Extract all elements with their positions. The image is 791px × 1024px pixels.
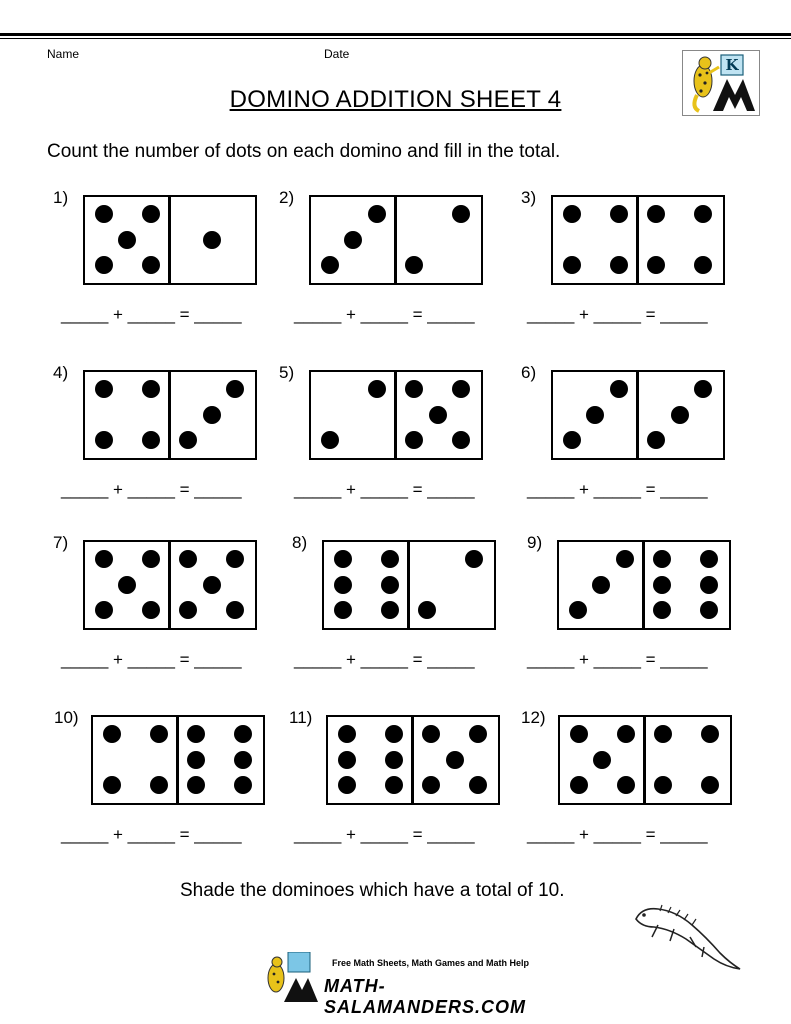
domino-pip bbox=[593, 751, 611, 769]
answer-blanks[interactable]: _____ + _____ = _____ bbox=[294, 825, 475, 844]
domino-number-label: 8) bbox=[292, 533, 308, 552]
domino-pip bbox=[95, 256, 113, 274]
domino-pip bbox=[203, 406, 221, 424]
domino[interactable] bbox=[322, 540, 496, 630]
answer-blanks[interactable]: _____ + _____ = _____ bbox=[527, 650, 708, 669]
domino-number-label: 2) bbox=[279, 188, 295, 207]
domino[interactable] bbox=[309, 195, 483, 285]
domino-number-label: 4) bbox=[53, 363, 69, 382]
top-rule bbox=[0, 33, 791, 36]
answer-blanks[interactable]: _____ + _____ = _____ bbox=[61, 650, 242, 669]
domino-pip bbox=[95, 601, 113, 619]
domino-number-label: 3) bbox=[521, 188, 537, 207]
domino-pip bbox=[446, 751, 464, 769]
domino-pip bbox=[142, 601, 160, 619]
domino-pip bbox=[610, 256, 628, 274]
domino-pip bbox=[234, 725, 252, 743]
domino-pip bbox=[694, 380, 712, 398]
domino[interactable] bbox=[558, 715, 732, 805]
domino-pip bbox=[226, 601, 244, 619]
domino-pip bbox=[405, 431, 423, 449]
name-label: Name bbox=[47, 47, 80, 61]
domino-pip bbox=[142, 380, 160, 398]
domino-pip bbox=[654, 776, 672, 794]
domino[interactable] bbox=[91, 715, 265, 805]
footer-brand[interactable]: MATH-SALAMANDERS.COM bbox=[324, 976, 526, 1017]
domino-pip bbox=[701, 776, 719, 794]
domino-pip bbox=[334, 550, 352, 568]
domino-pip bbox=[187, 725, 205, 743]
domino-pip bbox=[338, 776, 356, 794]
domino-pip bbox=[203, 576, 221, 594]
domino-pip bbox=[569, 601, 587, 619]
domino-pip bbox=[563, 256, 581, 274]
domino-number-label: 7) bbox=[53, 533, 69, 552]
logo-letter: K bbox=[725, 56, 739, 74]
domino-pip bbox=[452, 380, 470, 398]
domino-pip bbox=[452, 205, 470, 223]
domino-pip bbox=[610, 205, 628, 223]
domino-pip bbox=[338, 751, 356, 769]
answer-blanks[interactable]: _____ + _____ = _____ bbox=[61, 480, 242, 499]
domino-pip bbox=[226, 550, 244, 568]
domino-pip bbox=[234, 776, 252, 794]
domino-pip bbox=[334, 576, 352, 594]
domino-pip bbox=[563, 431, 581, 449]
domino-pip bbox=[700, 550, 718, 568]
domino-pip bbox=[700, 576, 718, 594]
domino-pip bbox=[142, 256, 160, 274]
domino-pip bbox=[647, 205, 665, 223]
domino-pip bbox=[653, 601, 671, 619]
domino-pip bbox=[418, 601, 436, 619]
domino-divider bbox=[168, 542, 171, 628]
domino-number-label: 5) bbox=[279, 363, 295, 382]
domino-divider bbox=[394, 372, 397, 458]
domino-divider bbox=[643, 717, 646, 803]
domino-pip bbox=[179, 601, 197, 619]
domino-pip bbox=[694, 256, 712, 274]
domino-pip bbox=[368, 380, 386, 398]
salamander-logo-icon bbox=[683, 51, 759, 115]
footer-tagline: Free Math Sheets, Math Games and Math Help bbox=[332, 958, 530, 968]
domino-divider bbox=[636, 197, 639, 283]
domino-pip bbox=[321, 431, 339, 449]
domino-pip bbox=[226, 380, 244, 398]
domino-pip bbox=[452, 431, 470, 449]
domino-number-label: 12) bbox=[521, 708, 546, 727]
domino-pip bbox=[570, 725, 588, 743]
domino-pip bbox=[563, 205, 581, 223]
domino-pip bbox=[95, 205, 113, 223]
domino-pip bbox=[405, 380, 423, 398]
domino-pip bbox=[203, 231, 221, 249]
domino[interactable] bbox=[557, 540, 731, 630]
domino-pip bbox=[150, 725, 168, 743]
domino-pip bbox=[422, 725, 440, 743]
salamander-drawing-icon bbox=[628, 895, 744, 977]
domino-pip bbox=[150, 776, 168, 794]
domino-pip bbox=[701, 725, 719, 743]
domino-pip bbox=[469, 725, 487, 743]
domino-divider bbox=[168, 197, 171, 283]
answer-blanks[interactable]: _____ + _____ = _____ bbox=[294, 305, 475, 324]
domino-number-label: 1) bbox=[53, 188, 69, 207]
domino-pip bbox=[381, 550, 399, 568]
top-rule-thin bbox=[0, 38, 791, 39]
domino-number-label: 11) bbox=[289, 708, 313, 727]
domino-pip bbox=[429, 406, 447, 424]
domino-pip bbox=[465, 550, 483, 568]
domino-pip bbox=[187, 751, 205, 769]
domino-number-label: 10) bbox=[54, 708, 79, 727]
domino-pip bbox=[118, 576, 136, 594]
shade-instruction: Shade the dominoes which have a total of 10. bbox=[180, 880, 565, 901]
domino-pip bbox=[187, 776, 205, 794]
domino[interactable] bbox=[551, 370, 725, 460]
domino-pip bbox=[586, 406, 604, 424]
domino-pip bbox=[95, 380, 113, 398]
domino[interactable] bbox=[83, 370, 257, 460]
footer-salamander-icon bbox=[262, 952, 318, 1004]
domino-pip bbox=[653, 550, 671, 568]
domino-pip bbox=[385, 725, 403, 743]
domino-pip bbox=[422, 776, 440, 794]
domino[interactable] bbox=[309, 370, 483, 460]
domino-divider bbox=[642, 542, 645, 628]
domino-pip bbox=[616, 550, 634, 568]
domino-pip bbox=[570, 776, 588, 794]
domino-divider bbox=[411, 717, 414, 803]
salamander-logo bbox=[682, 50, 760, 116]
domino-pip bbox=[368, 205, 386, 223]
domino-pip bbox=[653, 576, 671, 594]
domino-pip bbox=[647, 256, 665, 274]
domino-pip bbox=[179, 431, 197, 449]
domino-pip bbox=[700, 601, 718, 619]
domino-pip bbox=[344, 231, 362, 249]
date-label: Date bbox=[324, 47, 350, 61]
domino-pip bbox=[118, 231, 136, 249]
domino-pip bbox=[321, 256, 339, 274]
domino[interactable] bbox=[551, 195, 725, 285]
domino-pip bbox=[610, 380, 628, 398]
domino-pip bbox=[234, 751, 252, 769]
domino-pip bbox=[647, 431, 665, 449]
domino[interactable] bbox=[83, 195, 257, 285]
answer-blanks[interactable]: _____ + _____ = _____ bbox=[527, 825, 708, 844]
domino-pip bbox=[469, 776, 487, 794]
instruction-text: Count the number of dots on each domino and fill in the total. bbox=[47, 141, 561, 162]
domino-pip bbox=[95, 431, 113, 449]
domino-divider bbox=[407, 542, 410, 628]
answer-blanks[interactable]: _____ + _____ = _____ bbox=[294, 480, 475, 499]
domino-pip bbox=[142, 550, 160, 568]
domino-pip bbox=[142, 205, 160, 223]
domino-pip bbox=[103, 725, 121, 743]
domino-number-label: 6) bbox=[521, 363, 537, 382]
domino-pip bbox=[617, 776, 635, 794]
domino-divider bbox=[394, 197, 397, 283]
domino-pip bbox=[671, 406, 689, 424]
page-title: DOMINO ADDITION SHEET 4 bbox=[229, 86, 562, 113]
domino[interactable] bbox=[83, 540, 257, 630]
domino-pip bbox=[385, 751, 403, 769]
domino-pip bbox=[617, 725, 635, 743]
domino-pip bbox=[142, 431, 160, 449]
domino-pip bbox=[338, 725, 356, 743]
domino-pip bbox=[385, 776, 403, 794]
domino-divider bbox=[168, 372, 171, 458]
domino[interactable] bbox=[326, 715, 500, 805]
domino-pip bbox=[405, 256, 423, 274]
domino-pip bbox=[654, 725, 672, 743]
domino-pip bbox=[334, 601, 352, 619]
domino-pip bbox=[179, 550, 197, 568]
answer-blanks[interactable]: _____ + _____ = _____ bbox=[527, 305, 708, 324]
answer-blanks[interactable]: _____ + _____ = _____ bbox=[61, 305, 242, 324]
domino-pip bbox=[381, 601, 399, 619]
domino-pip bbox=[95, 550, 113, 568]
answer-blanks[interactable]: _____ + _____ = _____ bbox=[61, 825, 242, 844]
footer-logo bbox=[262, 952, 562, 1017]
answer-blanks[interactable]: _____ + _____ = _____ bbox=[527, 480, 708, 499]
answer-blanks[interactable]: _____ + _____ = _____ bbox=[294, 650, 475, 669]
domino-pip bbox=[592, 576, 610, 594]
domino-pip bbox=[694, 205, 712, 223]
domino-divider bbox=[176, 717, 179, 803]
domino-number-label: 9) bbox=[527, 533, 543, 552]
domino-pip bbox=[103, 776, 121, 794]
domino-pip bbox=[381, 576, 399, 594]
domino-divider bbox=[636, 372, 639, 458]
